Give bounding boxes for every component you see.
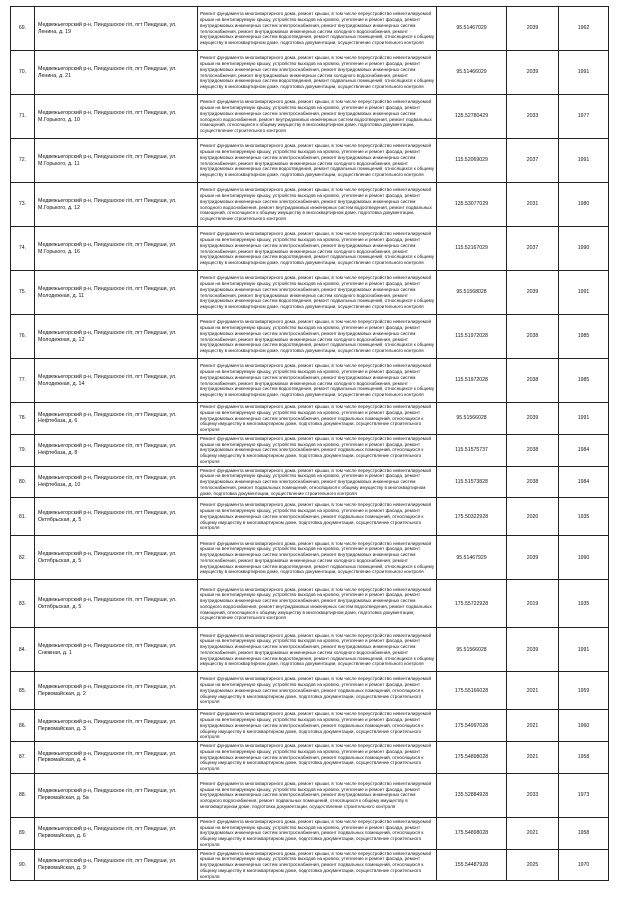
cell-cost: 175.54997028 [437,710,507,742]
cell-addr: Медвежьегорский р-н, Пиндушское г/п, пгт Пиндуши, ул. Молодежная, д. 11 [35,271,198,315]
table-row [11,580,609,628]
cell-work: Ремонт фундамента многоквартирного дома, ремонт крыши, в том числе переустройство невентилируемой крыши на вентилируемую крышу, устройство выходов на кровлю, утепление и ремонт фасада, ремонт внутридомовых инженерных систем электроснабжения, ремонт внутридомовых инженерных систем холодного водоснабжения, ремонт внутридомовых инженерных систем водоотведения, ремонт подвальных помещений, относящихся к общему имуществу в многоквартирном доме, подготовка документации, осуществление строительного контроля [198,183,437,227]
cell-plan: 2031 [507,183,559,227]
cell-plan: 2021 [507,817,559,849]
cell-num: 72. [11,139,35,183]
cell-num: 89. [11,817,35,849]
cell-addr: Медвежьегорский р-н, Пиндушское г/п, пгт Пиндуши, ул. Первомайская, д. 3 [35,710,198,742]
cell-addr: Медвежьегорский р-н, Пиндушское г/п, пгт Пиндуши, ул. М.Горького, д. 16 [35,227,198,271]
cell-year: 1935 [559,580,609,628]
table-row [11,434,609,466]
cell-addr: Медвежьегорский р-н, Пиндушское г/п, пгт Пиндуши, ул. М.Горького, д. 12 [35,183,198,227]
cell-year: 1984 [559,466,609,498]
cell-work: Ремонт фундамента многоквартирного дома, ремонт крыши, в том числе переустройство невентилируемой крыши на вентилируемую крышу, устройство выходов на кровлю, утепление и ремонт фасада, ремонт внутридомовых инженерных систем электроснабжения, ремонт подвальных помещений, относящихся к общему имуществу в многоквартирном доме, подготовка документации, осуществление строительного контроля [198,498,437,536]
cell-plan: 2039 [507,7,559,51]
cell-addr: Медвежьегорский р-н, Пиндушское г/п, пгт Пиндуши, ул. Первомайская, д. 4 [35,742,198,774]
cell-work: Ремонт фундамента многоквартирного дома, ремонт крыши, в том числе переустройство невентилируемой крыши на вентилируемую крышу, устройство выходов на кровлю, утепление и ремонт фасада, ремонт внутридомовых инженерных систем электроснабжения, ремонт внутридомовых инженерных систем холодного водоснабжения, ремонт внутридомовых инженерных систем водоотведения, ремонт подвальных помещений, относящихся к общему имуществу в многоквартирном доме, подготовка документации, осуществление строительного контроля [198,580,437,628]
cell-plan: 2021 [507,710,559,742]
cell-addr: Медвежьегорский р-н, Пиндушское г/п, пгт Пиндуши, ул. Нефтебаза, д. 6 [35,403,198,435]
cell-year: 1973 [559,773,609,817]
cell-work: Ремонт фундамента многоквартирного дома, ремонт крыши, в том числе переустройство невентилируемой крыши на вентилируемую крышу, устройство выходов на кровлю, утепление и ремонт фасада, ремонт внутридомовых инженерных систем электроснабжения, ремонт подвальных помещений, относящихся к общему имуществу в многоквартирном доме, подготовка документации, осуществление строительного контроля [198,672,437,710]
cell-cost: 175.50322928 [437,498,507,536]
cell-addr: Медвежьегорский р-н, Пиндушское г/п, пгт Пиндуши, ул. Октябрьская, д. 5 [35,498,198,536]
table-row [11,628,609,672]
table-row [11,536,609,580]
cell-plan: 2021 [507,742,559,774]
cell-num: 76. [11,315,35,359]
cell-year: 1991 [559,51,609,95]
cell-addr: Медвежьегорский р-н, Пиндушское г/п, пгт Пиндуши, ул. Первомайская, д. 6 [35,817,198,849]
cell-work: Ремонт фундамента многоквартирного дома, ремонт крыши, в том числе переустройство невентилируемой крыши на вентилируемую крышу, устройство выходов на кровлю, утепление и ремонт фасада, ремонт внутридомовых инженерных систем электроснабжения, ремонт внутридомовых инженерных систем теплоснабжения, ремонт внутридомовых инженерных систем холодного водоснабжения, ремонт внутридомовых инженерных систем водоотведения, ремонт подвальных помещений, относящихся к общему имуществу в многоквартирном доме, подготовка документации, осуществление строительного контроля [198,359,437,403]
cell-work: Ремонт фундамента многоквартирного дома, ремонт крыши, в том числе переустройство невентилируемой крыши на вентилируемую крышу, устройство выходов на кровлю, утепление и ремонт фасада, ремонт внутридомовых инженерных систем электроснабжения, ремонт подвальных помещений, относящихся к общему имуществу в многоквартирном доме, подготовка документации, осуществление строительного контроля [198,849,437,881]
cell-addr: Медвежьегорский р-н, Пиндушское г/п, пгт Пиндуши, ул. Молодежная, д. 14 [35,359,198,403]
cell-plan: 2038 [507,315,559,359]
cell-work: Ремонт фундамента многоквартирного дома, ремонт крыши, в том числе переустройство невентилируемой крыши на вентилируемую крышу, устройство выходов на кровлю, утепление и ремонт фасада, ремонт внутридомовых инженерных систем электроснабжения, ремонт внутридомовых инженерных систем теплоснабжения, ремонт внутридомовых инженерных систем холодного водоснабжения, ремонт внутридомовых инженерных систем водоотведения, ремонт подвальных помещений, относящихся к общему имуществу в многоквартирном доме, подготовка документации, осуществление строительного контроля [198,51,437,95]
cell-plan: 2020 [507,498,559,536]
cell-num: 73. [11,183,35,227]
cell-year: 1958 [559,742,609,774]
cell-num: 75. [11,271,35,315]
cell-year: 1935 [559,498,609,536]
cell-addr: Медвежьегорский р-н, Пиндушское г/п, пгт Пиндуши, ул. Первомайская, д. 2 [35,672,198,710]
table-row [11,672,609,710]
cell-year: 1985 [559,315,609,359]
cell-cost: 95.51566028 [437,403,507,435]
cell-plan: 2037 [507,227,559,271]
cell-plan: 2039 [507,51,559,95]
table-row [11,742,609,774]
cell-num: 86. [11,710,35,742]
cell-num: 85. [11,672,35,710]
cell-plan: 2039 [507,271,559,315]
table-row [11,7,609,51]
cell-work: Ремонт фундамента многоквартирного дома, ремонт крыши, в том числе переустройство невентилируемой крыши на вентилируемую крышу, устройство выходов на кровлю, утепление и ремонт фасада, ремонт внутридомовых инженерных систем электроснабжения, ремонт внутридомовых инженерных систем теплоснабжения, ремонт внутридомовых инженерных систем холодного водоснабжения, ремонт внутридомовых инженерных систем водоотведения, ремонт подвальных помещений, относящихся к общему имуществу в многоквартирном доме, подготовка документации, осуществление строительного контроля [198,7,437,51]
cell-cost: 115.52167029 [437,227,507,271]
cell-num: 79. [11,434,35,466]
cell-plan: 2033 [507,95,559,139]
cell-year: 1970 [559,849,609,881]
cell-year: 1991 [559,403,609,435]
cell-addr: Медвежьегорский р-н, Пиндушское г/п, пгт Пиндуши, ул. Нефтебаза, д. 10 [35,466,198,498]
cell-work: Ремонт фундамента многоквартирного дома, ремонт крыши, в том числе переустройство невентилируемой крыши на вентилируемую крышу, устройство выходов на кровлю, утепление и ремонт фасада, ремонт внутридомовых инженерных систем электроснабжения, ремонт внутридомовых инженерных систем теплоснабжения, ремонт внутридомовых инженерных систем холодного водоснабжения, ремонт внутридомовых инженерных систем водоотведения, ремонт подвальных помещений, относящихся к общему имуществу в многоквартирном доме, подготовка документации, осуществление строительного контроля [198,628,437,672]
cell-plan: 2039 [507,403,559,435]
cell-num: 80. [11,466,35,498]
cell-plan: 2039 [507,536,559,580]
cell-cost: 175.55166028 [437,672,507,710]
cell-year: 1991 [559,628,609,672]
cell-year: 1985 [559,359,609,403]
cell-work: Ремонт фундамента многоквартирного дома, ремонт крыши, в том числе переустройство невентилируемой крыши на вентилируемую крышу, устройство выходов на кровлю, утепление и ремонт фасада, ремонт внутридомовых инженерных систем электроснабжения, ремонт внутридомовых инженерных систем холодного водоснабжения, ремонт подвальных помещений, относящихся к общему имуществу в многоквартирном доме, подготовка документации, осуществление строительного контроля [198,773,437,817]
cell-num: 82. [11,536,35,580]
cell-addr: Медвежьегорский р-н, Пиндушское г/п, пгт Пиндуши, ул. Молодежная, д. 12 [35,315,198,359]
cell-plan: 2038 [507,466,559,498]
cell-cost: 95.51467029 [437,7,507,51]
cell-num: 74. [11,227,35,271]
cell-year: 1991 [559,139,609,183]
cell-work: Ремонт фундамента многоквартирного дома, ремонт крыши, в том числе переустройство невентилируемой крыши на вентилируемую крышу, устройство выходов на кровлю, утепление и ремонт фасада, ремонт внутридомовых инженерных систем электроснабжения, ремонт внутридомовых инженерных систем теплоснабжения, ремонт внутридомовых инженерных систем холодного водоснабжения, ремонт внутридомовых инженерных систем водоотведения, ремонт подвальных помещений, относящихся к общему имуществу в многоквартирном доме, подготовка документации, осуществление строительного контроля [198,315,437,359]
cell-work: Ремонт фундамента многоквартирного дома, ремонт крыши, в том числе переустройство невентилируемой крыши на вентилируемую крышу, устройство выходов на кровлю, утепление и ремонт фасада, ремонт внутридомовых инженерных систем электроснабжения, ремонт внутридомовых инженерных систем теплоснабжения, ремонт внутридомовых инженерных систем холодного водоснабжения, ремонт внутридомовых инженерных систем водоотведения, ремонт подвальных помещений, относящихся к общему имуществу в многоквартирном доме, подготовка документации, осуществление строительного контроля [198,536,437,580]
cell-plan: 2039 [507,628,559,672]
table-row [11,315,609,359]
table-row [11,227,609,271]
cell-work: Ремонт фундамента многоквартирного дома, ремонт крыши, в том числе переустройство невентилируемой крыши на вентилируемую крышу, устройство выходов на кровлю, утепление и ремонт фасада, ремонт внутридомовых инженерных систем электроснабжения, ремонт подвальных помещений, относящихся к общему имуществу в многоквартирном доме, подготовка документации, осуществление строительного контроля [198,434,437,466]
cell-year: 1962 [559,7,609,51]
cell-cost: 135.53077029 [437,183,507,227]
cell-year: 1960 [559,710,609,742]
cell-num: 90. [11,849,35,881]
cell-plan: 2019 [507,580,559,628]
cell-num: 87. [11,742,35,774]
capital-repair-table [10,6,609,881]
cell-year: 1990 [559,227,609,271]
cell-addr: Медвежьегорский р-н, Пиндушское г/п, пгт Пиндуши, ул. Ленина, д. 21 [35,51,198,95]
cell-cost: 95.51467929 [437,536,507,580]
table-row [11,403,609,435]
cell-year: 1990 [559,536,609,580]
cell-num: 88. [11,773,35,817]
cell-cost: 95.51568028 [437,271,507,315]
table-row [11,139,609,183]
cell-cost: 115.51972028 [437,315,507,359]
cell-cost: 135.52884928 [437,773,507,817]
cell-cost: 175.54898028 [437,742,507,774]
cell-year: 1977 [559,95,609,139]
cell-cost: 175.54898028 [437,817,507,849]
cell-work: Ремонт фундамента многоквартирного дома, ремонт крыши, в том числе переустройство невентилируемой крыши на вентилируемую крышу, устройство выходов на кровлю, утепление и ремонт фасада, ремонт внутридомовых инженерных систем электроснабжения, ремонт внутридомовых инженерных систем холодного водоснабжения, ремонт внутридомовых инженерных систем водоотведения, ремонт подвальных помещений, относящихся к общему имуществу в многоквартирном доме, подготовка документации, осуществление строительного контроля [198,95,437,139]
cell-year: 1984 [559,434,609,466]
cell-cost: 155.54487928 [437,849,507,881]
cell-num: 77. [11,359,35,403]
cell-addr: Медвежьегорский р-н, Пиндушское г/п, пгт Пиндуши, ул. Ленина, д. 19 [35,7,198,51]
cell-plan: 2038 [507,359,559,403]
cell-cost: 115.51575737 [437,434,507,466]
table-row [11,849,609,881]
cell-addr: Медвежьегорский р-н, Пиндушское г/п, пгт Пиндуши, ул. Октябрьская, д. 5 [35,580,198,628]
table-row [11,95,609,139]
cell-num: 83. [11,580,35,628]
cell-cost: 95.51466029 [437,51,507,95]
cell-num: 71. [11,95,35,139]
cell-work: Ремонт фундамента многоквартирного дома, ремонт крыши, в том числе переустройство невентилируемой крыши на вентилируемую крышу, устройство выходов на кровлю, утепление и ремонт фасада, ремонт внутридомовых инженерных систем электроснабжения, ремонт внутридомовых инженерных систем теплоснабжения, ремонт подвальных помещений, относящихся к общему имуществу в многоквартирном доме, подготовка документации, осуществление строительного контроля [198,466,437,498]
cell-num: 84. [11,628,35,672]
cell-cost: 115.51972028 [437,359,507,403]
table-row [11,183,609,227]
cell-addr: Медвежьегорский р-н, Пиндушское г/п, пгт Пиндуши, ул. Октябрьская, д. 5 [35,536,198,580]
cell-year: 1991 [559,271,609,315]
cell-cost: 175.55722928 [437,580,507,628]
table-row [11,51,609,95]
cell-addr: Медвежьегорский р-н, Пиндушское г/п, пгт Пиндуши, ул. Первомайская, д. 9 [35,849,198,881]
cell-cost: 95.51566028 [437,628,507,672]
document-page [10,6,608,881]
table-row [11,359,609,403]
cell-num: 69. [11,7,35,51]
table-row [11,498,609,536]
table-row [11,271,609,315]
table-row [11,710,609,742]
cell-num: 70. [11,51,35,95]
cell-cost: 135.52780429 [437,95,507,139]
table-row [11,817,609,849]
cell-plan: 2037 [507,139,559,183]
table-body [11,7,609,881]
cell-work: Ремонт фундамента многоквартирного дома, ремонт крыши, в том числе переустройство невентилируемой крыши на вентилируемую крышу, устройство выходов на кровлю, утепление и ремонт фасада, ремонт внутридомовых инженерных систем электроснабжения, ремонт внутридомовых инженерных систем теплоснабжения, ремонт внутридомовых инженерных систем холодного водоснабжения, ремонт внутридомовых инженерных систем водоотведения, ремонт подвальных помещений, относящихся к общему имуществу в многоквартирном доме, подготовка документации, осуществление строительного контроля [198,271,437,315]
cell-work: Ремонт фундамента многоквартирного дома, ремонт крыши, в том числе переустройство невентилируемой крыши на вентилируемую крышу, устройство выходов на кровлю, утепление и ремонт фасада, ремонт внутридомовых инженерных систем электроснабжения, ремонт подвальных помещений, относящихся к общему имуществу в многоквартирном доме, подготовка документации, осуществление строительного контроля [198,817,437,849]
cell-num: 81. [11,498,35,536]
cell-work: Ремонт фундамента многоквартирного дома, ремонт крыши, в том числе переустройство невентилируемой крыши на вентилируемую крышу, устройство выходов на кровлю, утепление и ремонт фасада, ремонт внутридомовых инженерных систем электроснабжения, ремонт внутридомовых инженерных систем теплоснабжения, ремонт внутридомовых инженерных систем холодного водоснабжения, ремонт внутридомовых инженерных систем водоотведения, ремонт подвальных помещений, относящихся к общему имуществу в многоквартирном доме, подготовка документации, осуществление строительного контроля [198,227,437,271]
cell-work: Ремонт фундамента многоквартирного дома, ремонт крыши, в том числе переустройство невентилируемой крыши на вентилируемую крышу, устройство выходов на кровлю, утепление и ремонт фасада, ремонт внутридомовых инженерных систем электроснабжения, ремонт подвальных помещений, относящихся к общему имуществу в многоквартирном доме, подготовка документации, осуществление строительного контроля [198,742,437,774]
cell-work: Ремонт фундамента многоквартирного дома, ремонт крыши, в том числе переустройство невентилируемой крыши на вентилируемую крышу, устройство выходов на кровлю, утепление и ремонт фасада, ремонт внутридомовых инженерных систем электроснабжения, ремонт подвальных помещений, относящихся к общему имуществу в многоквартирном доме, подготовка документации, осуществление строительного контроля [198,403,437,435]
cell-plan: 2021 [507,672,559,710]
cell-cost: 115.52069029 [437,139,507,183]
table-row [11,466,609,498]
cell-work: Ремонт фундамента многоквартирного дома, ремонт крыши, в том числе переустройство невентилируемой крыши на вентилируемую крышу, устройство выходов на кровлю, утепление и ремонт фасада, ремонт внутридомовых инженерных систем электроснабжения, ремонт подвальных помещений, относящихся к общему имуществу в многоквартирном доме, подготовка документации, осуществление строительного контроля [198,710,437,742]
cell-addr: Медвежьегорский р-н, Пиндушское г/п, пгт Пиндуши, ул. Снежная, д. 1 [35,628,198,672]
cell-cost: 115.51573828 [437,466,507,498]
cell-work: Ремонт фундамента многоквартирного дома, ремонт крыши, в том числе переустройство невентилируемой крыши на вентилируемую крышу, устройство выходов на кровлю, утепление и ремонт фасада, ремонт внутридомовых инженерных систем электроснабжения, ремонт внутридомовых инженерных систем теплоснабжения, ремонт внутридомовых инженерных систем холодного водоснабжения, ремонт внутридомовых инженерных систем водоотведения, ремонт подвальных помещений, относящихся к общему имуществу в многоквартирном доме, подготовка документации, осуществление строительного контроля [198,139,437,183]
cell-year: 1958 [559,817,609,849]
cell-num: 78. [11,403,35,435]
cell-year: 1980 [559,183,609,227]
cell-addr: Медвежьегорский р-н, Пиндушское г/п, пгт Пиндуши, ул. Нефтебаза, д. 8 [35,434,198,466]
cell-year: 1959 [559,672,609,710]
table-row [11,773,609,817]
cell-plan: 2033 [507,773,559,817]
cell-addr: Медвежьегорский р-н, Пиндушское г/п, пгт Пиндуши, ул. М.Горького, д. 11 [35,139,198,183]
cell-addr: Медвежьегорский р-н, Пиндушское г/п, пгт Пиндуши, ул. Первомайская, д. 5а [35,773,198,817]
cell-addr: Медвежьегорский р-н, Пиндушское г/п, пгт Пиндуши, ул. М.Горького, д. 10 [35,95,198,139]
cell-plan: 2025 [507,849,559,881]
cell-plan: 2038 [507,434,559,466]
